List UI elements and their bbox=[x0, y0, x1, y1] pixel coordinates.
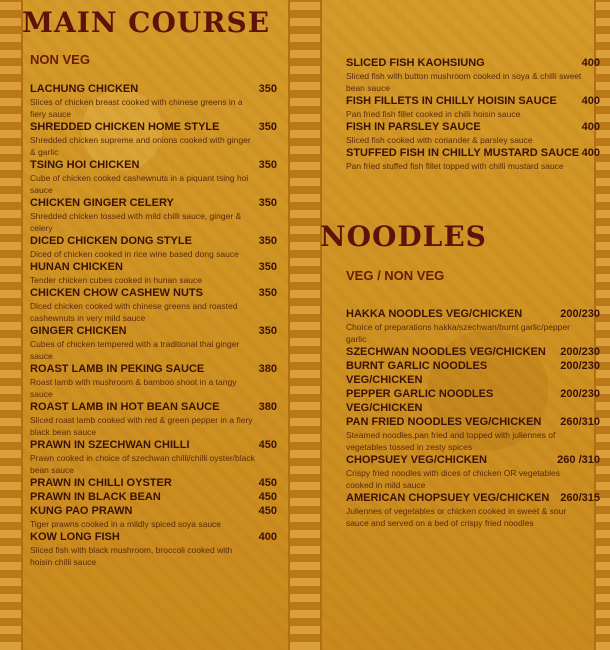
menu-item bbox=[346, 94, 600, 120]
menu-item-price: 400 bbox=[258, 531, 277, 543]
menu-item-row bbox=[346, 415, 600, 429]
menu-item-name: SLICED FISH KAOHSIUNG bbox=[346, 57, 485, 69]
menu-item-price: 350 bbox=[258, 197, 277, 209]
menu-item bbox=[30, 362, 277, 400]
menu-item-price: 350 bbox=[258, 121, 277, 133]
menu-item bbox=[30, 82, 277, 120]
menu-item-price: 350 bbox=[258, 83, 277, 95]
menu-item-row bbox=[30, 158, 277, 172]
menu-item-description: Crispy fried noodles with dices of chicken OR vegetables cooked in mild sauce bbox=[346, 468, 561, 490]
menu-item-row bbox=[346, 120, 600, 134]
menu-item-row bbox=[346, 56, 600, 70]
menu-item-row bbox=[30, 476, 277, 490]
noodles-subtitle: VEG / NON VEG bbox=[346, 268, 445, 283]
menu-item-price: 200/230 bbox=[560, 346, 600, 358]
menu-item-price: 400 bbox=[581, 95, 600, 107]
menu-item-row bbox=[30, 362, 277, 376]
menu-item-description: Sliced fish with button mushroom cooked in soya & chilli sweet bean sauce bbox=[346, 71, 582, 93]
menu-item-price: 400 bbox=[581, 121, 600, 133]
menu-item-row bbox=[30, 196, 277, 210]
menu-item bbox=[346, 56, 600, 94]
menu-item-price: 350 bbox=[258, 287, 277, 299]
menu-item-price: 400 bbox=[581, 57, 600, 69]
menu-item-description: Cube of chicken cooked cashewnuts in a piquant tsing hoi sauce bbox=[30, 173, 249, 195]
menu-item-name: PAN FRIED NOODLES VEG/CHICKEN bbox=[346, 416, 542, 428]
menu-item-name: PRAWN IN SZECHWAN CHILLI bbox=[30, 439, 190, 451]
menu-item bbox=[346, 359, 600, 387]
menu-item-name: CHICKEN GINGER CELERY bbox=[30, 197, 174, 209]
menu-item-price: 350 bbox=[258, 159, 277, 171]
menu-item-row bbox=[346, 359, 600, 387]
menu-item-row bbox=[346, 491, 600, 505]
noodles-title: NOODLES bbox=[320, 220, 487, 253]
menu-item-name: HAKKA NOODLES VEG/CHICKEN bbox=[346, 308, 523, 320]
menu-item-row bbox=[30, 400, 277, 414]
menu-item-row bbox=[346, 94, 600, 108]
decorative-border-center bbox=[288, 0, 322, 650]
decorative-border-left bbox=[0, 0, 23, 650]
menu-item-price: 450 bbox=[258, 491, 277, 503]
main-course-list bbox=[30, 82, 277, 568]
menu-item-row bbox=[30, 504, 277, 518]
menu-item bbox=[346, 491, 600, 529]
menu-item-row bbox=[30, 490, 277, 504]
menu-item-price: 200/230 bbox=[560, 388, 600, 400]
menu-item-description: Diced chicken cooked with chinese greens and roasted cashewnuts in very mild sauce bbox=[30, 301, 238, 323]
menu-item-row bbox=[30, 120, 277, 134]
menu-item-name: SHREDDED CHICKEN HOME STYLE bbox=[30, 121, 220, 133]
menu-item-row bbox=[346, 387, 600, 415]
menu-item-description: Juliennes of vegetables or chicken cooked in sweet & sour sauce and served on a bed of crispy fried noodles bbox=[346, 506, 567, 528]
menu-item-name: ROAST LAMB IN PEKING SAUCE bbox=[30, 363, 205, 375]
menu-item-name: CHICKEN CHOW CASHEW NUTS bbox=[30, 287, 203, 299]
menu-item-name: TSING HOI CHICKEN bbox=[30, 159, 140, 171]
menu-item-description: Pan fried fish fillet cooked in chilli hoisin sauce bbox=[346, 109, 521, 119]
menu-item-price: 450 bbox=[258, 439, 277, 451]
main-course-subtitle: NON VEG bbox=[30, 52, 90, 67]
menu-item-row bbox=[30, 530, 277, 544]
menu-item bbox=[30, 158, 277, 196]
menu-item-name: KUNG PAO PRAWN bbox=[30, 505, 133, 517]
menu-item-description: Sliced fish with black mushroom, broccoli cooked with hoisin chilli sauce bbox=[30, 545, 233, 567]
menu-item-description: Prawn cooked in choice of szechwan chilli/chilli oyster/black bean sauce bbox=[30, 453, 255, 475]
menu-item bbox=[346, 415, 600, 453]
menu-item bbox=[30, 476, 277, 490]
menu-item-price: 200/230 bbox=[560, 308, 600, 320]
menu-item-description: Sliced fish cooked with coriander & parsley sauce bbox=[346, 135, 533, 145]
menu-item-price: 350 bbox=[258, 235, 277, 247]
menu-item-price: 260 /310 bbox=[557, 454, 600, 466]
menu-item-price: 350 bbox=[258, 261, 277, 273]
menu-item bbox=[346, 387, 600, 415]
menu-item-name: DICED CHICKEN DONG STYLE bbox=[30, 235, 192, 247]
menu-item-description: Pan fried stuffed fish fillet topped with chilli mustard sauce bbox=[346, 161, 564, 171]
menu-item-description: Shredded chicken supreme and onions cooked with ginger & garlic bbox=[30, 135, 251, 157]
menu-item-name: CHOPSUEY VEG/CHICKEN bbox=[346, 454, 487, 466]
menu-item-price: 260/315 bbox=[560, 492, 600, 504]
menu-item bbox=[30, 438, 277, 476]
menu-item-description: Cubes of chicken tempered with a traditional thai ginger sauce bbox=[30, 339, 240, 361]
menu-item-name: HUNAN CHICKEN bbox=[30, 261, 123, 273]
menu-item-row bbox=[30, 324, 277, 338]
menu-item-price: 380 bbox=[258, 401, 277, 413]
menu-item-description: Steamed noodles,pan fried and topped with juliennes of vegetables tossed in zesty spices bbox=[346, 430, 556, 452]
menu-item-description: Choice of preparations hakka/szechwan/burnt garlic/pepper garlic bbox=[346, 322, 570, 344]
menu-item bbox=[346, 146, 600, 172]
menu-item-name: PRAWN IN BLACK BEAN bbox=[30, 491, 161, 503]
menu-item-name: FISH IN PARSLEY SAUCE bbox=[346, 121, 481, 133]
menu-item-price: 260/310 bbox=[560, 416, 600, 428]
menu-item-name: KOW LONG FISH bbox=[30, 531, 120, 543]
menu-item-description: Diced of chicken cooked in rice wine based dong sauce bbox=[30, 249, 239, 259]
menu-item-name: GINGER CHICKEN bbox=[30, 325, 127, 337]
menu-item-description: Tiger prawns cooked in a mildly spiced soya sauce bbox=[30, 519, 222, 529]
menu-item-row bbox=[30, 260, 277, 274]
menu-item bbox=[30, 234, 277, 260]
menu-item-description: Sliced roast lamb cooked with red & green pepper in a fiery black bean sauce bbox=[30, 415, 253, 437]
menu-item-name: STUFFED FISH IN CHILLY MUSTARD SAUCE bbox=[346, 147, 580, 159]
menu-item-price: 350 bbox=[258, 325, 277, 337]
menu-item-row bbox=[30, 438, 277, 452]
menu-item bbox=[30, 196, 277, 234]
menu-item bbox=[30, 400, 277, 438]
menu-item bbox=[30, 324, 277, 362]
menu-item-price: 400 bbox=[581, 147, 600, 159]
menu-item-row bbox=[346, 453, 600, 467]
menu-item-row bbox=[346, 345, 600, 359]
menu-item-name: AMERICAN CHOPSUEY VEG/CHICKEN bbox=[346, 492, 550, 504]
menu-item-name: SZECHWAN NOODLES VEG/CHICKEN bbox=[346, 346, 546, 358]
menu-item bbox=[30, 490, 277, 504]
menu-item-description: Shredded chicken tossed with mild chilli sauce, ginger & celery bbox=[30, 211, 242, 233]
menu-item-row bbox=[346, 146, 600, 160]
menu-item-price: 380 bbox=[258, 363, 277, 375]
menu-item bbox=[30, 286, 277, 324]
fish-list bbox=[346, 56, 600, 172]
menu-item-description: Tender chicken cubes cooked in hunan sauce bbox=[30, 275, 203, 285]
noodles-list bbox=[346, 307, 600, 529]
menu-item-name: PRAWN IN CHILLI OYSTER bbox=[30, 477, 172, 489]
menu-item-price: 450 bbox=[258, 477, 277, 489]
menu-item-row bbox=[30, 234, 277, 248]
menu-item-name: BURNT GARLIC NOODLES VEG/CHICKEN bbox=[346, 360, 488, 386]
menu-item-price: 200/230 bbox=[560, 360, 600, 372]
main-course-title: MAIN COURSE bbox=[22, 6, 271, 39]
menu-item-name: ROAST LAMB IN HOT BEAN SAUCE bbox=[30, 401, 220, 413]
menu-item-name: LACHUNG CHICKEN bbox=[30, 83, 139, 95]
menu-item-price: 450 bbox=[258, 505, 277, 517]
menu-item-row bbox=[30, 82, 277, 96]
menu-item bbox=[30, 260, 277, 286]
menu-item-row bbox=[30, 286, 277, 300]
menu-item bbox=[346, 453, 600, 491]
menu-item bbox=[346, 307, 600, 345]
menu-item bbox=[30, 120, 277, 158]
menu-item-name: PEPPER GARLIC NOODLES VEG/CHICKEN bbox=[346, 388, 494, 414]
menu-item bbox=[30, 530, 277, 568]
menu-item-name: FISH FILLETS IN CHILLY HOISIN SAUCE bbox=[346, 95, 557, 107]
menu-item-row bbox=[346, 307, 600, 321]
menu-item-description: Slices of chicken breast cooked with chinese greens in a fiery sauce bbox=[30, 97, 243, 119]
menu-item bbox=[30, 504, 277, 530]
menu-item-description: Roast lamb with mushroom & bamboo shoot in a tangy sauce bbox=[30, 377, 237, 399]
menu-item bbox=[346, 345, 600, 359]
menu-item bbox=[346, 120, 600, 146]
